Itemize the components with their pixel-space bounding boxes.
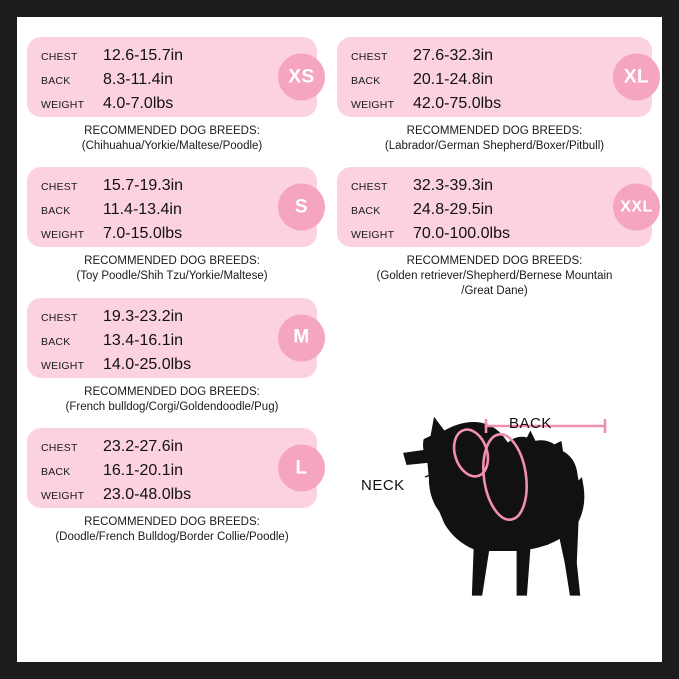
measure-row-back xyxy=(41,332,303,356)
size-chart-sheet xyxy=(17,17,662,662)
breeds-heading: RECOMMENDED DOG BREEDS: xyxy=(84,255,260,268)
measure-value-weight: 7.0-15.0lbs xyxy=(103,225,183,243)
size-column-left xyxy=(27,37,317,559)
size-block-s xyxy=(27,167,317,283)
size-block-l xyxy=(27,428,317,544)
recommended-breeds xyxy=(27,124,317,153)
recommended-breeds xyxy=(27,254,317,283)
measure-value-back: 8.3-11.4in xyxy=(103,71,173,88)
breeds-heading: RECOMMENDED DOG BREEDS: xyxy=(84,385,260,398)
measure-row-chest xyxy=(41,308,303,332)
measure-label-chest: CHEST xyxy=(351,51,388,63)
size-block-xs xyxy=(27,37,317,153)
measure-label-chest: CHEST xyxy=(41,51,78,63)
measure-row-weight xyxy=(351,225,638,249)
measure-row-chest xyxy=(41,47,303,71)
size-block-xl xyxy=(337,37,652,153)
measure-row-back xyxy=(41,201,303,225)
recommended-breeds xyxy=(337,254,652,298)
breeds-line: /Great Dane) xyxy=(461,284,528,297)
breeds-line: (Toy Poodle/Shih Tzu/Yorkie/Maltese) xyxy=(76,270,268,283)
size-card xyxy=(337,37,652,117)
breeds-line: (Labrador/German Shepherd/Boxer/Pitbull) xyxy=(384,139,605,152)
dog-silhouette-svg xyxy=(347,367,647,647)
measure-label-weight: WEIGHT xyxy=(41,99,85,111)
dog-measurement-diagram xyxy=(347,367,647,647)
size-card xyxy=(27,428,317,508)
dog-silhouette-shape xyxy=(423,417,584,596)
size-card xyxy=(27,37,317,117)
measure-label-chest: CHEST xyxy=(41,181,78,194)
measure-value-chest: 23.2-27.6in xyxy=(103,438,184,456)
measure-label-back: BACK xyxy=(41,75,71,87)
measure-label-back: BACK xyxy=(351,205,381,218)
size-badge: M xyxy=(278,314,325,361)
measure-row-chest xyxy=(41,177,303,201)
measure-row-weight xyxy=(41,486,303,510)
measure-value-back: 24.8-29.5in xyxy=(413,201,494,219)
measure-row-chest xyxy=(41,438,303,462)
measure-label-chest: CHEST xyxy=(41,311,78,324)
size-block-m xyxy=(27,298,317,414)
measure-value-chest: 19.3-23.2in xyxy=(103,307,184,325)
breeds-line: (Chihuahua/Yorkie/Maltese/Poodle) xyxy=(81,139,263,152)
breeds-line: (Golden retriever/Shepherd/Bernese Mountain xyxy=(376,270,613,283)
size-badge: XL xyxy=(613,54,660,101)
label-chest: CHEST xyxy=(499,532,553,549)
label-neck: NECK xyxy=(361,477,405,494)
recommended-breeds xyxy=(27,515,317,544)
measure-row-back xyxy=(41,71,303,95)
measure-row-back xyxy=(41,462,303,486)
measure-label-back: BACK xyxy=(41,335,71,348)
measure-label-weight: WEIGHT xyxy=(41,229,85,242)
size-card xyxy=(27,167,317,247)
measure-label-weight: WEIGHT xyxy=(351,229,395,242)
measure-value-back: 16.1-20.1in xyxy=(103,462,184,480)
measure-label-back: BACK xyxy=(41,466,71,479)
measure-value-chest: 27.6-32.3in xyxy=(413,47,494,64)
measure-row-weight xyxy=(351,95,638,119)
measure-value-chest: 12.6-15.7in xyxy=(103,47,184,64)
measure-value-weight: 70.0-100.0lbs xyxy=(413,225,510,243)
measure-row-chest xyxy=(351,177,638,201)
recommended-breeds xyxy=(27,385,317,414)
measure-value-weight: 14.0-25.0lbs xyxy=(103,355,192,373)
size-badge: XS xyxy=(278,54,325,101)
measure-value-back: 20.1-24.8in xyxy=(413,71,494,88)
size-badge: S xyxy=(278,184,325,231)
size-card xyxy=(27,298,317,378)
measure-label-weight: WEIGHT xyxy=(41,359,85,372)
measure-label-weight: WEIGHT xyxy=(351,99,395,111)
breeds-heading: RECOMMENDED DOG BREEDS: xyxy=(406,125,583,137)
measure-row-chest xyxy=(351,47,638,71)
size-column-right xyxy=(337,37,652,313)
measure-row-weight xyxy=(41,225,303,249)
measure-row-back xyxy=(351,201,638,225)
measure-label-back: BACK xyxy=(351,75,381,87)
breeds-line: (French bulldog/Corgi/Goldendoodle/Pug) xyxy=(65,400,279,413)
breeds-heading: RECOMMENDED DOG BREEDS: xyxy=(406,255,583,268)
measure-value-weight: 42.0-75.0lbs xyxy=(413,95,502,112)
measure-value-chest: 15.7-19.3in xyxy=(103,177,184,195)
size-badge: XXL xyxy=(613,184,660,231)
size-block-xxl xyxy=(337,167,652,298)
measure-row-weight xyxy=(41,95,303,119)
measure-value-back: 11.4-13.4in xyxy=(103,201,182,219)
measure-label-weight: WEIGHT xyxy=(41,490,85,503)
measure-label-chest: CHEST xyxy=(41,442,78,455)
label-back: BACK xyxy=(509,415,552,432)
measure-label-back: BACK xyxy=(41,205,71,218)
recommended-breeds xyxy=(337,124,652,153)
measure-row-weight xyxy=(41,356,303,380)
breeds-heading: RECOMMENDED DOG BREEDS: xyxy=(84,516,260,529)
breeds-heading: RECOMMENDED DOG BREEDS: xyxy=(84,125,260,137)
breeds-line: (Doodle/French Bulldog/Border Collie/Poodle) xyxy=(55,531,289,544)
size-badge: L xyxy=(278,445,325,492)
measure-value-weight: 4.0-7.0lbs xyxy=(103,95,174,112)
measure-value-weight: 23.0-48.0lbs xyxy=(103,486,192,504)
measure-row-back xyxy=(351,71,638,95)
measure-value-chest: 32.3-39.3in xyxy=(413,177,494,195)
measure-value-back: 13.4-16.1in xyxy=(103,331,184,349)
measure-label-chest: CHEST xyxy=(351,181,388,194)
size-card xyxy=(337,167,652,247)
